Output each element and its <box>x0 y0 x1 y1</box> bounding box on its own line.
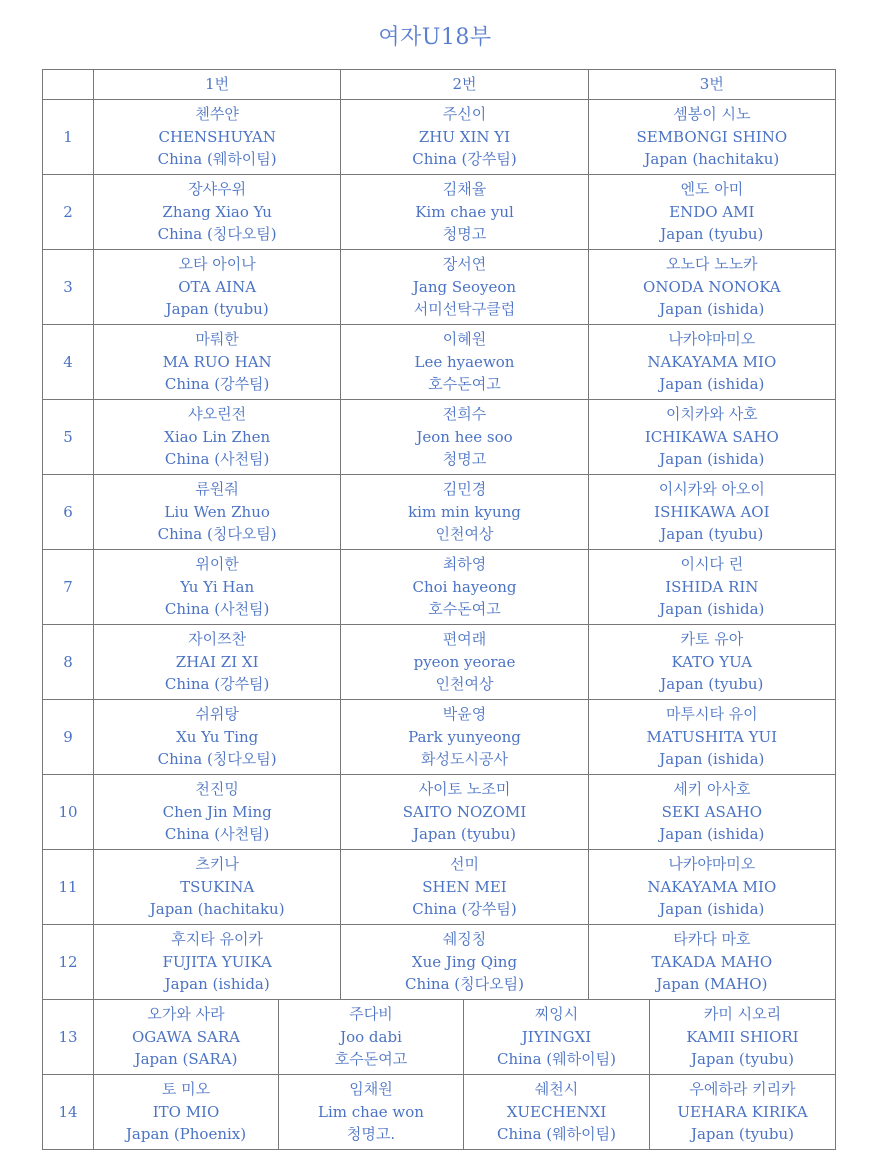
player-cell <box>341 325 588 399</box>
player-name-roman: ISHIDA RIN <box>665 577 759 596</box>
player-team: 화성도시공사 <box>421 750 508 769</box>
player-cell <box>341 550 588 624</box>
player-team: Japan (ishida) <box>659 300 765 319</box>
table-row <box>43 475 836 550</box>
player-name-korean: 천진밍 <box>195 780 239 799</box>
player-name-korean: 김민경 <box>442 480 487 499</box>
player-name-korean: 오노다 노노카 <box>665 255 758 274</box>
player-team: Japan (ishida) <box>659 900 765 919</box>
table-row <box>43 625 836 700</box>
player-cell <box>589 175 836 249</box>
table-header-row <box>43 70 836 100</box>
row-number: 8 <box>43 625 94 699</box>
player-name-korean: 찌잉시 <box>534 1005 579 1024</box>
table-row <box>43 250 836 325</box>
player-cell <box>94 475 341 549</box>
player-cell <box>589 325 836 399</box>
player-team: China (칭다오팀) <box>157 225 277 244</box>
player-name-korean: 임채원 <box>349 1080 393 1099</box>
player-name-roman: Yu Yi Han <box>180 577 255 596</box>
player-team: Japan (Phoenix) <box>125 1125 247 1144</box>
player-name-korean: 사이토 노조미 <box>418 780 511 799</box>
player-name-roman: OTA AINA <box>178 277 257 296</box>
table-row <box>43 1075 836 1150</box>
row-number: 9 <box>43 700 94 774</box>
player-name-korean: 토 미오 <box>161 1080 211 1099</box>
header-corner-cell <box>43 70 94 99</box>
player-name-korean: 주다비 <box>349 1005 393 1024</box>
player-team: Japan (tyubu) <box>660 675 764 694</box>
player-cell <box>94 1075 279 1149</box>
player-cell <box>94 550 341 624</box>
table-row <box>43 550 836 625</box>
player-name-roman: OGAWA SARA <box>131 1027 240 1046</box>
player-name-roman: Joo dabi <box>340 1027 402 1046</box>
player-name-korean: 편여래 <box>442 630 487 649</box>
player-name-korean: 츠키나 <box>195 855 239 874</box>
player-name-roman: FUJITA YUIKA <box>162 952 272 971</box>
player-name-roman: SEKI ASAHO <box>661 802 763 821</box>
player-team: China (칭다오팀) <box>157 525 277 544</box>
player-name-roman: Choi hayeong <box>412 577 517 596</box>
row-number: 6 <box>43 475 94 549</box>
player-cell <box>341 700 588 774</box>
player-team: China (웨하이팀) <box>497 1125 616 1144</box>
draw-table <box>42 69 836 1150</box>
player-name-roman: SHEN MEI <box>422 877 507 896</box>
player-name-roman: CHENSHUYAN <box>158 127 276 146</box>
row-number: 11 <box>43 850 94 924</box>
player-name-korean: 이혜원 <box>442 330 487 349</box>
player-name-roman: JIYINGXI <box>521 1027 592 1046</box>
player-name-korean: 마투시타 유이 <box>665 705 758 724</box>
player-team: Japan (tyubu) <box>412 825 517 844</box>
player-cell <box>341 775 588 849</box>
player-team: 청명고 <box>442 225 487 244</box>
player-cell <box>589 100 836 174</box>
player-name-roman: ZHU XIN YI <box>418 127 511 146</box>
player-cell <box>94 700 341 774</box>
player-team: China (칭다오팀) <box>157 750 277 769</box>
player-name-korean: 나카야마미오 <box>668 855 756 874</box>
player-cell <box>94 775 341 849</box>
player-team: 청명고 <box>442 450 487 469</box>
player-name-roman: Xiao Lin Zhen <box>164 427 271 446</box>
player-cell <box>341 100 588 174</box>
player-team: China (사천팀) <box>164 825 270 844</box>
player-cell <box>589 400 836 474</box>
player-name-roman: UEHARA KIRIKA <box>677 1102 808 1121</box>
player-team: 인천여상 <box>435 525 494 544</box>
player-name-roman: ICHIKAWA SAHO <box>644 427 779 446</box>
player-team: China (사천팀) <box>164 450 270 469</box>
player-cell <box>279 1075 464 1149</box>
player-name-korean: 첸쑤얀 <box>195 105 239 124</box>
player-cell <box>94 850 341 924</box>
player-cell <box>589 250 836 324</box>
player-name-roman: ISHIKAWA AOI <box>654 502 770 521</box>
player-name-korean: 이시다 린 <box>680 555 744 574</box>
player-team: Japan (tyubu) <box>660 225 764 244</box>
player-name-roman: ENDO AMI <box>669 202 755 221</box>
player-team: Japan (SARA) <box>134 1050 238 1069</box>
player-cell <box>94 1000 279 1074</box>
player-name-roman: MATUSHITA YUI <box>646 727 778 746</box>
player-name-korean: 엔도 아미 <box>680 180 744 199</box>
player-name-roman: Xue Jing Qing <box>411 952 518 971</box>
player-cell <box>464 1000 650 1074</box>
player-team: Japan (hachitaku) <box>149 900 285 919</box>
player-team: Japan (tyubu) <box>165 300 269 319</box>
player-team: Japan (ishida) <box>164 975 270 994</box>
player-team: Japan (MAHO) <box>656 975 768 994</box>
player-name-roman: Jang Seoyeon <box>412 277 517 296</box>
player-name-korean: 선미 <box>450 855 479 874</box>
table-row <box>43 400 836 475</box>
row-number: 14 <box>43 1075 94 1149</box>
player-name-korean: 카미 시오리 <box>703 1005 782 1024</box>
player-name-roman: XUECHENXI <box>506 1102 607 1121</box>
player-name-korean: 쉐천시 <box>534 1080 579 1099</box>
player-cell <box>341 925 588 999</box>
player-cell <box>94 625 341 699</box>
player-cell <box>279 1000 464 1074</box>
player-cell <box>589 550 836 624</box>
player-cell <box>589 475 836 549</box>
player-cell <box>341 850 588 924</box>
player-cell <box>589 775 836 849</box>
row-number: 3 <box>43 250 94 324</box>
player-name-korean: 최하영 <box>442 555 487 574</box>
player-name-korean: 장샤우위 <box>188 180 247 199</box>
player-team: Japan (tyubu) <box>660 525 764 544</box>
player-team: Japan (ishida) <box>659 375 765 394</box>
player-name-roman: MA RUO HAN <box>162 352 272 371</box>
player-team: Japan (ishida) <box>659 600 765 619</box>
player-team: Japan (hachitaku) <box>644 150 780 169</box>
player-cell <box>94 400 341 474</box>
row-number: 5 <box>43 400 94 474</box>
player-cell <box>589 700 836 774</box>
row-number: 1 <box>43 100 94 174</box>
player-cell <box>650 1000 836 1074</box>
player-name-roman: NAKAYAMA MIO <box>647 352 777 371</box>
player-team: Japan (ishida) <box>659 750 765 769</box>
player-name-roman: kim min kyung <box>408 502 521 521</box>
row-number: 4 <box>43 325 94 399</box>
player-team: China (강쑤팀) <box>164 675 270 694</box>
player-name-roman: ZHAI ZI XI <box>175 652 259 671</box>
player-team: Japan (ishida) <box>659 450 765 469</box>
player-team: 인천여상 <box>435 675 494 694</box>
player-team: China (칭다오팀) <box>405 975 524 994</box>
player-team: Japan (tyubu) <box>690 1050 795 1069</box>
player-name-roman: Chen Jin Ming <box>162 802 272 821</box>
player-cell <box>589 625 836 699</box>
player-name-roman: Lim chae won <box>318 1102 424 1121</box>
player-cell <box>650 1075 836 1149</box>
player-name-roman: NAKAYAMA MIO <box>647 877 777 896</box>
player-name-roman: Zhang Xiao Yu <box>162 202 272 221</box>
player-name-korean: 나카야마미오 <box>668 330 756 349</box>
player-cell <box>341 250 588 324</box>
player-team: China (웨하이팀) <box>157 150 277 169</box>
player-name-roman: TAKADA MAHO <box>651 952 773 971</box>
player-name-korean: 우에하라 키리카 <box>689 1080 796 1099</box>
header-cell-3: 3번 <box>589 70 836 99</box>
player-name-roman: pyeon yeorae <box>413 652 516 671</box>
player-team: China (강쑤팀) <box>164 375 270 394</box>
player-cell <box>94 325 341 399</box>
player-team: China (웨하이팀) <box>497 1050 616 1069</box>
player-cell <box>94 925 341 999</box>
player-team: 호수돈여고 <box>334 1050 408 1069</box>
player-name-korean: 셈봉이 시노 <box>673 105 751 124</box>
player-team: 호수돈여고 <box>428 375 501 394</box>
table-row <box>43 700 836 775</box>
row-number: 10 <box>43 775 94 849</box>
player-name-roman: ITO MIO <box>152 1102 220 1121</box>
player-cell <box>589 925 836 999</box>
player-name-roman: TSUKINA <box>180 877 255 896</box>
table-row <box>43 325 836 400</box>
player-team: China (사천팀) <box>164 600 270 619</box>
player-team: Japan (tyubu) <box>690 1125 795 1144</box>
row-number: 7 <box>43 550 94 624</box>
player-cell <box>94 100 341 174</box>
row-number: 12 <box>43 925 94 999</box>
player-cell <box>464 1075 650 1149</box>
player-name-korean: 세키 아사호 <box>673 780 751 799</box>
player-name-korean: 쉐징칭 <box>442 930 487 949</box>
player-name-korean: 카토 유아 <box>680 630 744 649</box>
player-team: China (강쑤팀) <box>412 900 517 919</box>
player-name-roman: KAMII SHIORI <box>686 1027 799 1046</box>
player-name-korean: 오타 아이나 <box>178 255 256 274</box>
header-cell-1: 1번 <box>94 70 341 99</box>
player-name-korean: 쉬위탕 <box>195 705 239 724</box>
player-name-korean: 샤오린전 <box>188 405 247 424</box>
player-name-korean: 타카다 마호 <box>673 930 751 949</box>
header-cell-2: 2번 <box>341 70 588 99</box>
player-name-korean: 주신이 <box>442 105 487 124</box>
player-name-roman: Lee hyaewon <box>414 352 515 371</box>
table-row <box>43 1000 836 1075</box>
player-name-korean: 류원줘 <box>195 480 239 499</box>
player-name-roman: Park yunyeong <box>408 727 521 746</box>
player-name-roman: Kim chae yul <box>415 202 514 221</box>
player-name-roman: KATO YUA <box>671 652 753 671</box>
player-team: 호수돈여고 <box>428 600 501 619</box>
player-name-korean: 마뤄한 <box>195 330 239 349</box>
player-team: China (강쑤팀) <box>412 150 517 169</box>
table-row <box>43 175 836 250</box>
player-name-korean: 자이쯔찬 <box>188 630 247 649</box>
player-cell <box>341 475 588 549</box>
player-team: 청명고. <box>346 1125 396 1144</box>
table-row <box>43 850 836 925</box>
table-row <box>43 775 836 850</box>
row-number: 13 <box>43 1000 94 1074</box>
player-name-roman: ONODA NONOKA <box>643 277 781 296</box>
player-name-roman: Jeon hee soo <box>416 427 513 446</box>
player-team: 서미선탁구클럽 <box>413 300 516 319</box>
player-cell <box>94 250 341 324</box>
player-name-roman: SAITO NOZOMI <box>402 802 527 821</box>
player-cell <box>94 175 341 249</box>
player-name-korean: 위이한 <box>195 555 239 574</box>
player-cell <box>341 625 588 699</box>
player-name-korean: 오가와 사라 <box>147 1005 225 1024</box>
player-cell <box>341 175 588 249</box>
player-name-korean: 이치카와 사호 <box>665 405 758 424</box>
player-name-roman: Xu Yu Ting <box>176 727 259 746</box>
table-row <box>43 925 836 1000</box>
player-name-roman: Liu Wen Zhuo <box>164 502 270 521</box>
player-name-korean: 전희수 <box>442 405 487 424</box>
player-name-korean: 박윤영 <box>442 705 487 724</box>
player-name-korean: 이시카와 아오이 <box>658 480 765 499</box>
player-name-korean: 장서연 <box>442 255 487 274</box>
table-row <box>43 100 836 175</box>
player-cell <box>589 850 836 924</box>
row-number: 2 <box>43 175 94 249</box>
player-cell <box>341 400 588 474</box>
page-title: 여자U18부 <box>378 25 492 50</box>
player-name-roman: SEMBONGI SHINO <box>636 127 788 146</box>
player-name-korean: 김채율 <box>442 180 487 199</box>
player-name-korean: 후지타 유이카 <box>171 930 264 949</box>
player-team: Japan (ishida) <box>659 825 765 844</box>
